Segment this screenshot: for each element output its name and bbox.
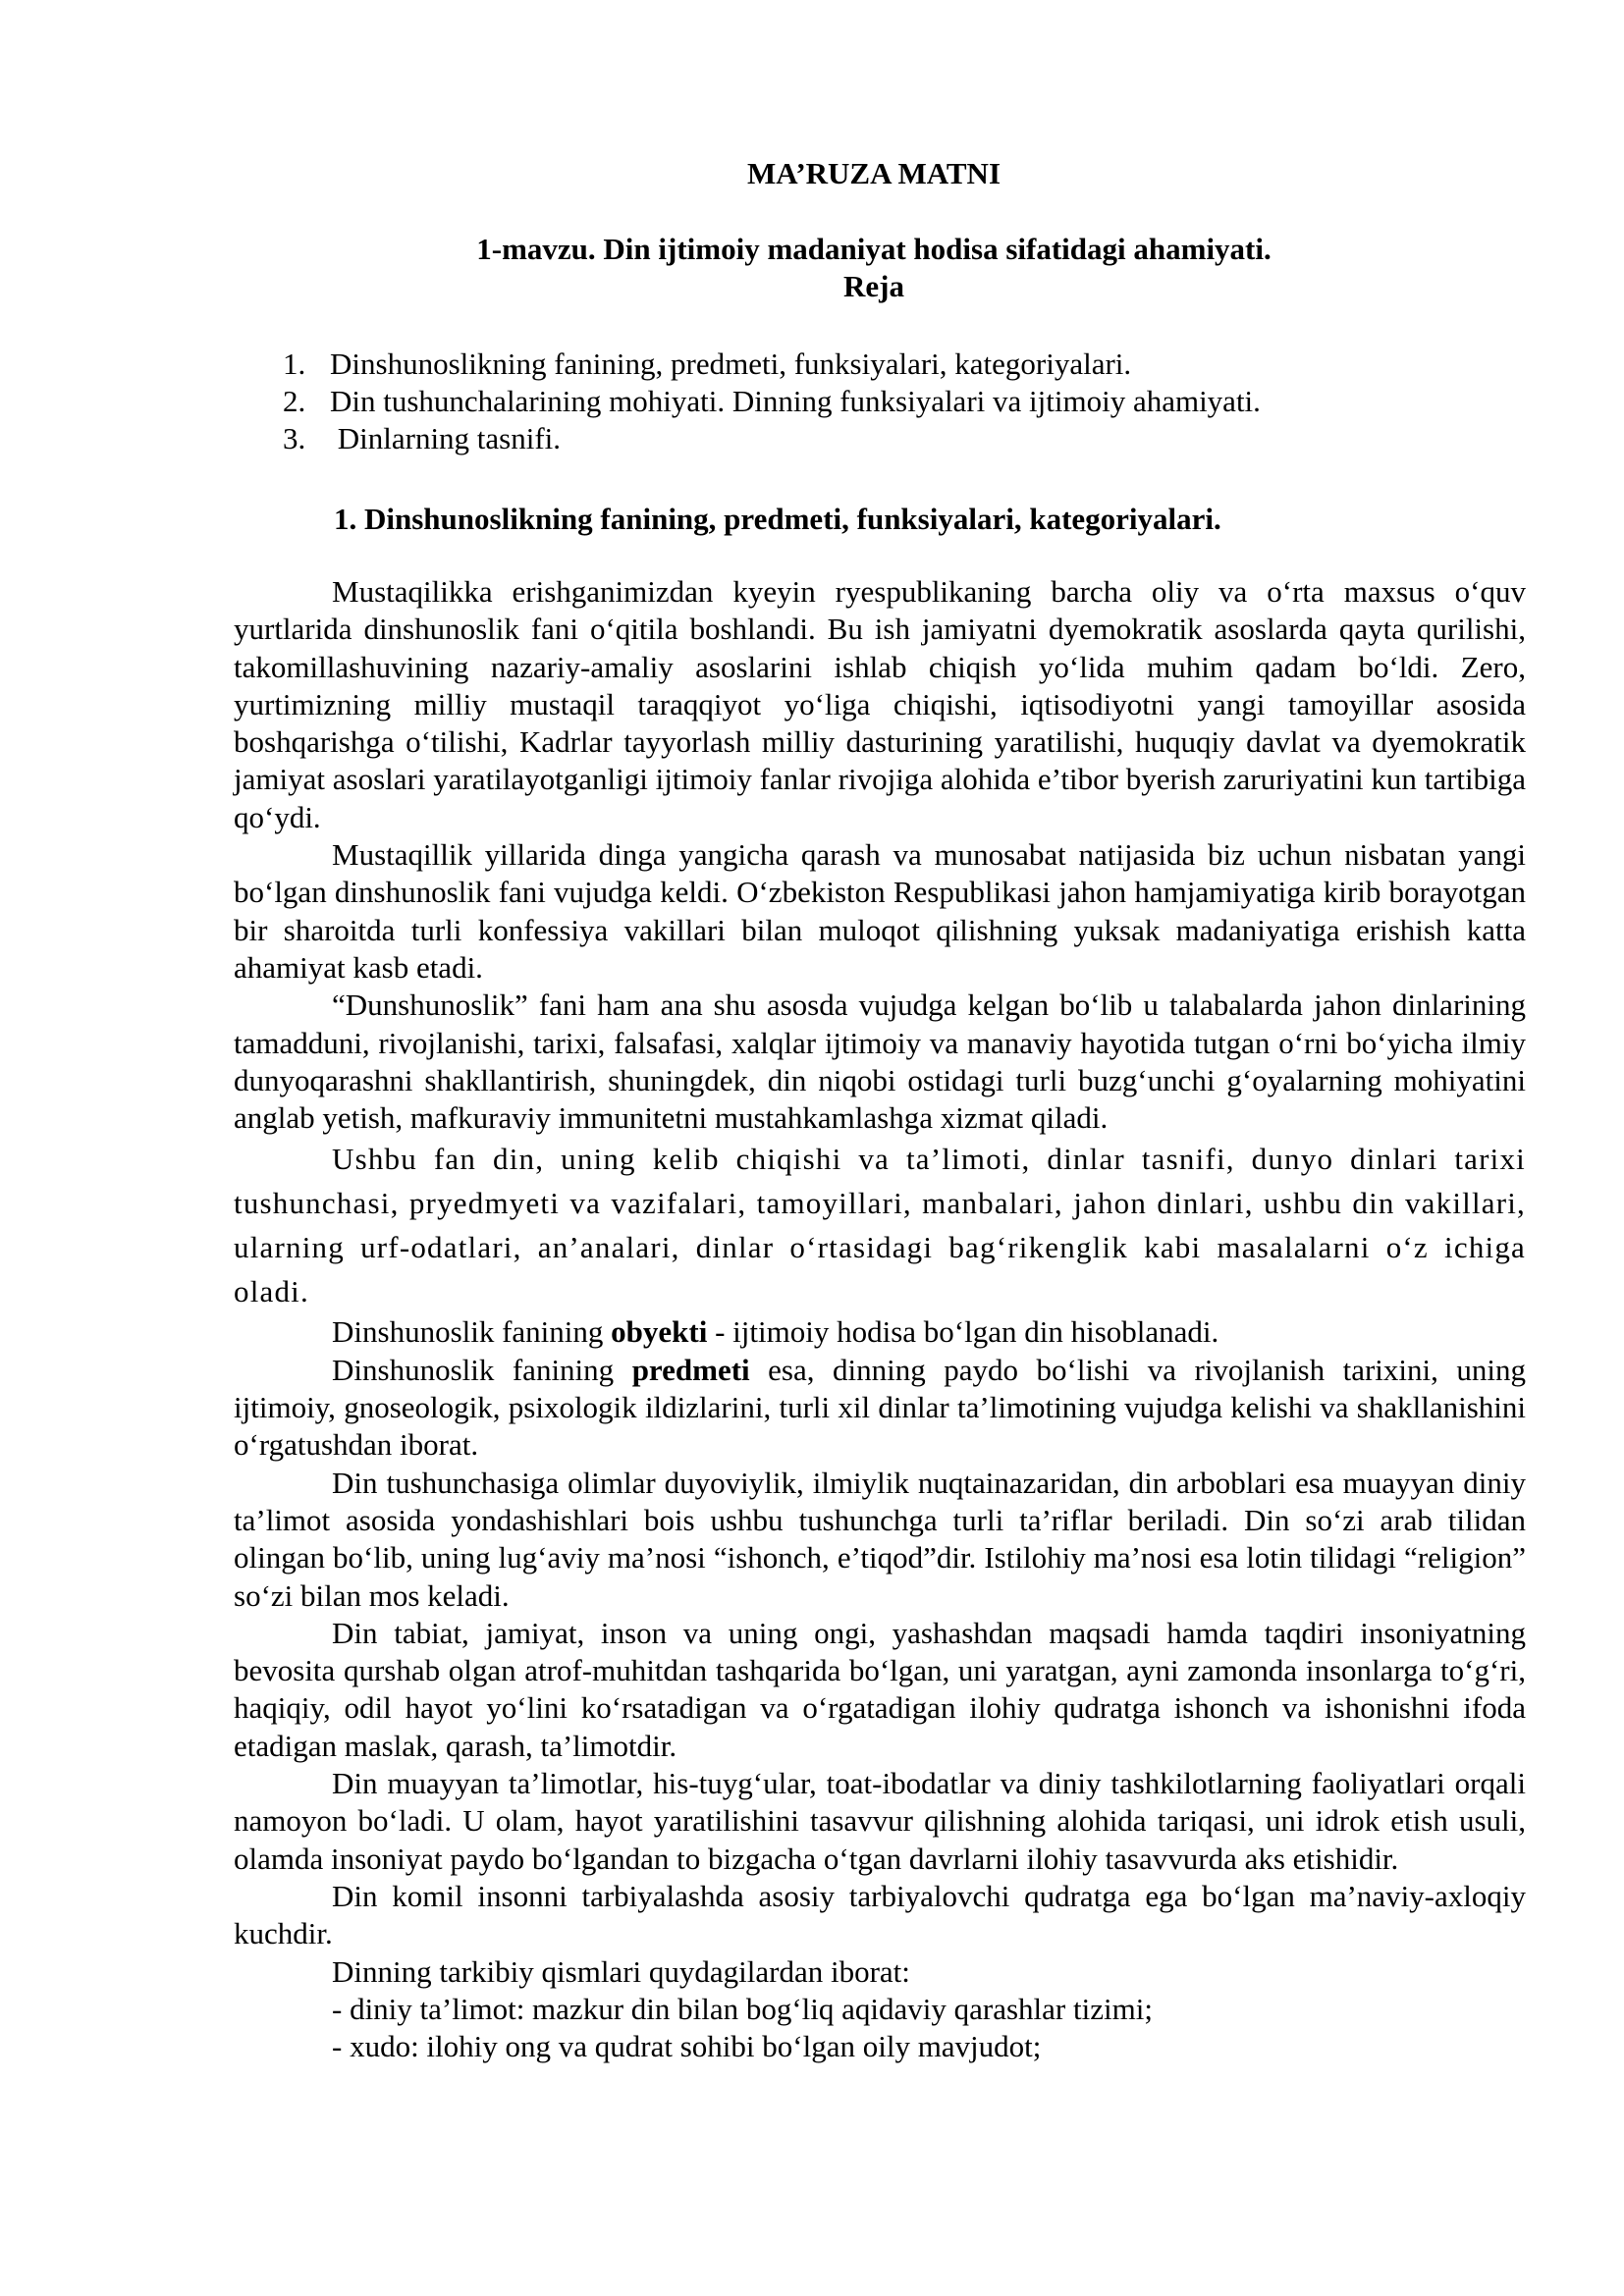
plan-heading: Reja (843, 269, 904, 303)
plan-item-number: 2. (283, 384, 306, 418)
text-run: - ijtimoiy hodisa bo‘lgan din hisoblanadi. (707, 1314, 1219, 1350)
text-run: esa, dinning paydo bo‘lishi va rivojlanish tarixini, uning ijtimoiy, gnoseologik, psixologik ildizlarini, turli xil dinlar ta’limotining vujudga kelishi va shakllanishini o‘rgatushdan iborat. (234, 1352, 1527, 1463)
plan-item (283, 383, 1261, 420)
plan-item-text: Din tushunchalarining mohiyati. Dinning funksiyalari va ijtimoiy ahamiyati. (330, 384, 1261, 418)
bold-term: predmeti (631, 1352, 750, 1387)
paragraph: Dinning tarkibiy qismlari quydagilardan iborat: (332, 1953, 910, 1989)
list-item: - xudo: ilohiy ong va qudrat sohibi bo‘lgan oily mavjudot; (332, 2029, 1042, 2064)
body-text (234, 573, 1526, 2065)
plan-item-number: 3. (283, 421, 306, 455)
document-title: MA’RUZA MATNI (746, 156, 1001, 190)
paragraph: Din tabiat, jamiyat, inson va uning ongi, yashashdan maqsadi hamda taqdiri insoniyatning bevosita qurshab olgan atrof-muhitdan tashqarida bo‘lgan, uni yaratgan, ayni zamonda insonlarga to‘g‘ri, haqiqiy, odil hayot yo‘lini ko‘rsatadigan va o‘rgatadigan ilohiy qudratga ishonch va ishonishni ifoda etadigan maslak, qarash, ta’limotdir. (234, 1615, 1526, 1763)
plan-item-number: 1. (283, 347, 306, 381)
text-run: Dinshunoslik fanining (332, 1314, 612, 1350)
plan-item-text: Dinshunoslikning fanining, predmeti, funksiyalari, kategoriyalari. (330, 347, 1132, 381)
bold-term: obyekti (611, 1314, 708, 1350)
list-item: - diniy ta’limot: mazkur din bilan bog‘liq aqidaviy qarashlar tizimi; (332, 1991, 1153, 2026)
paragraph: “Dunshunoslik” fani ham ana shu asosda vujudga kelgan bo‘lib u talabalarda jahon dinlarining tamadduni, rivojlanishi, tarixi, falsafasi, xalqlar ijtimoiy va manaviy hayotida tutgan o‘rni bo‘yicha ilmiy dunyoqarashni shakllantirish, shuningdek, din niqobi ostidagi turli buzg‘unchi g‘oyalarning mohiyatini anglab yetish, mafkuraviy immunitetni mustahkamlashga xizmat qiladi. (234, 988, 1526, 1136)
text-run: Dinshunoslik fanining (332, 1352, 632, 1387)
section-heading: 1. Dinshunoslikning fanining, predmeti, funksiyalari, kategoriyalari. (334, 502, 1221, 536)
paragraph: Mustaqillik yillarida dinga yangicha qarash va munosabat natijasida biz uchun nisbatan yangi bo‘lgan dinshunoslik fani vujudga keldi. O‘zbekiston Respublikasi jahon hamjamiyatiga kirib borayotgan bir sharoitda turli konfessiya vakillari bilan muloqot qilishning yuksak madaniyatiga erishish katta ahamiyat kasb etadi. (234, 837, 1526, 985)
paragraph: Ushbu fan din, uning kelib chiqishi va ta’limoti, dinlar tasnifi, dunyo dinlari tarixi tushunchasi, pryedmyeti va vazifalari, tamoyillari, manbalari, jahon dinlari, ushbu din vakillari, ularning urf-odatlari, an’analari, dinlar o‘rtasidagi bag‘rikenglik kabi masalalarni o‘z ichiga oladi. (234, 1142, 1526, 1309)
plan-item (283, 420, 1261, 457)
paragraph: Din muayyan ta’limotlar, his-tuyg‘ular, toat-ibodatlar va diniy tashkilotlarning faoliyatlari orqali namoyon bo‘ladi. U olam, hayot yaratilishini tasavvur qilishning alohida tariqasi, uni idrok etish usuli, olamda insoniyat paydo bo‘lgandan to bizgacha o‘tgan davrlarni ilohiy tasavvurda aks etishidir. (234, 1766, 1526, 1876)
paragraph (234, 1352, 1526, 1465)
paragraph: Mustaqilikka erishganimizdan kyeyin ryespublikaning barcha oliy va o‘rta maxsus o‘quv yurtlarida dinshunoslik fani o‘qitila boshlandi. Bu ish jamiyatni dyemokratik asoslarda qayta qurilishi, takomillashuvining nazariy-amaliy asoslarini ishlab chiqish yo‘lida muhim qadam bo‘ldi. Zero, yurtimizning milliy mustaqil taraqqiyot yo‘liga chiqishi, iqtisodiyotni yangi tamoyillar asosida boshqarishga o‘tilishi, Kadrlar tayyorlash milliy dasturining yaratilishi, huquqiy davlat va dyemokratik jamiyat asoslari yaratilayotganligi ijtimoiy fanlar rivojiga alohida e’tibor byerish zaruriyatini kun tartibiga qo‘ydi. (234, 574, 1526, 834)
paragraph (234, 1313, 1526, 1351)
paragraph: Din komil insonni tarbiyalashda asosiy tarbiyalovchi qudratga ega bo‘lgan ma’naviy-axloqiy kuchdir. (234, 1878, 1526, 1951)
paragraph: Din tushunchasiga olimlar duyoviylik, ilmiylik nuqtainazaridan, din arboblari esa muayyan diniy ta’limot asosida yondashishlari bois ushbu tushunchga turli ta’riflar beriladi. Din so‘zi arab tilidan olingan bo‘lib, uning lug‘aviy ma’nosi “ishonch, e’tiqod”dir. Istilohiy ma’nosi esa lotin tilidagi “religion” so‘zi bilan mos keladi. (234, 1465, 1526, 1613)
topic-heading: 1-mavzu. Din ijtimoiy madaniyat hodisa sifatidagi ahamiyati. (476, 232, 1272, 266)
plan-list (283, 346, 1261, 457)
plan-item (283, 346, 1261, 383)
plan-item-text: Dinlarning tasnifi. (330, 421, 562, 455)
